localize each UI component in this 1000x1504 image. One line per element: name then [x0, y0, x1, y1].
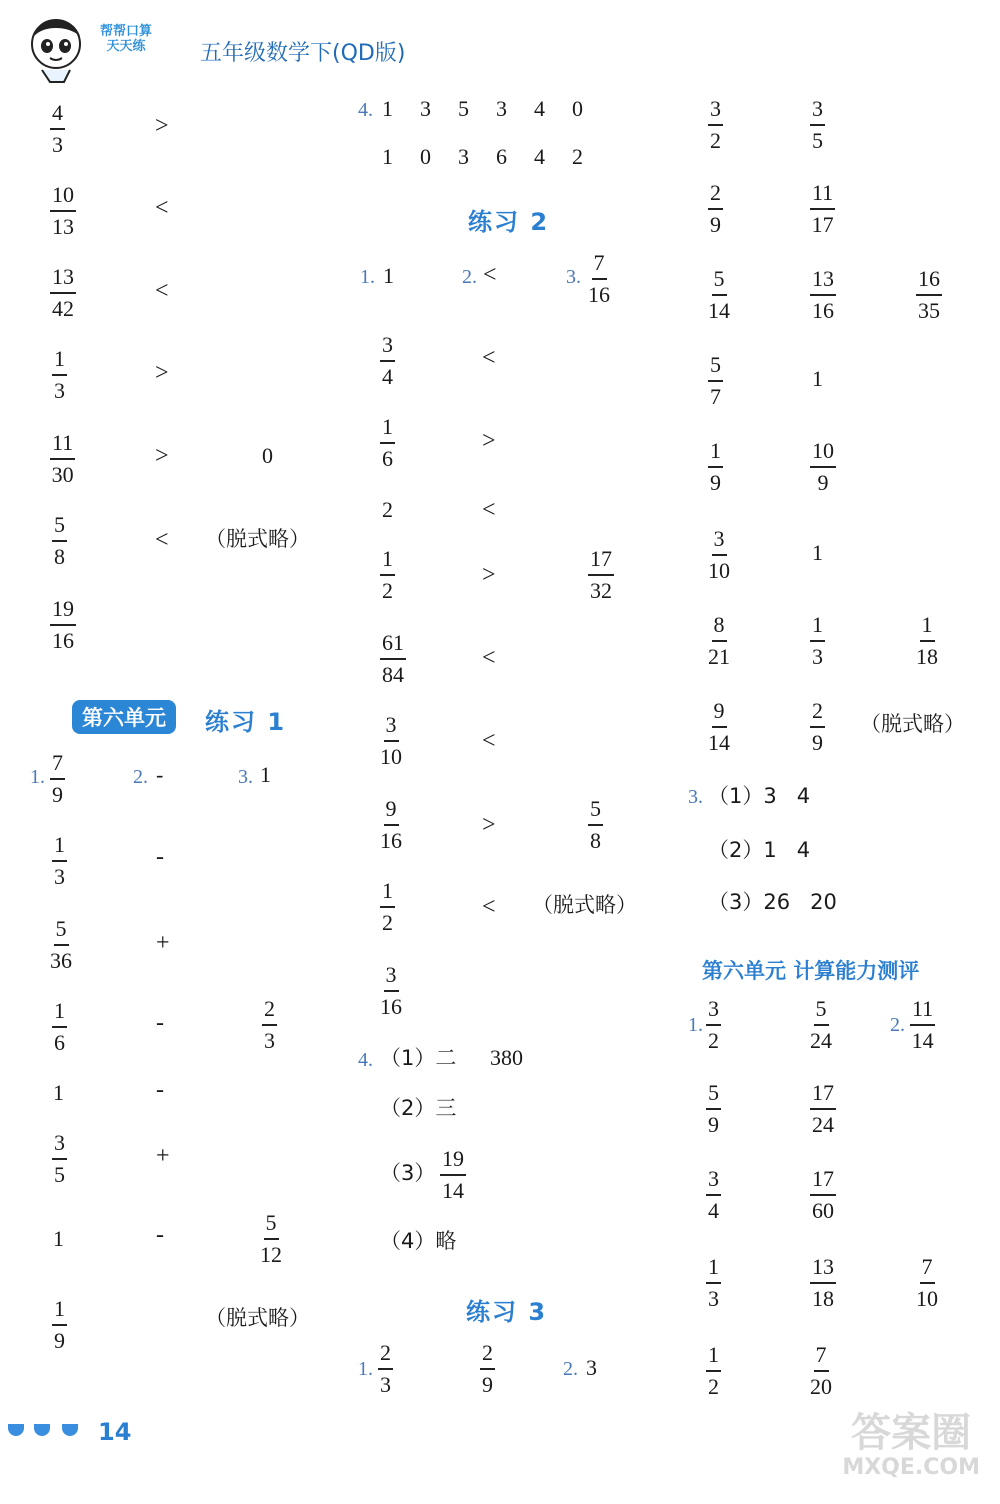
- compare-symbol: <: [155, 278, 169, 304]
- fraction: $\frac{13}{42}$: [52, 264, 74, 321]
- section-heading: 第六单元 计算能力测评: [702, 959, 920, 983]
- compare-symbol: >: [155, 113, 169, 139]
- fraction: $\frac{7}{9}$: [52, 750, 63, 807]
- fraction: $\frac{1}{3}$: [54, 346, 65, 403]
- compare-symbol: <: [482, 894, 496, 920]
- fraction: $\frac{1}{6}$: [54, 998, 65, 1055]
- fraction: $\frac{1}{3}$: [54, 832, 65, 889]
- question-index: 2.: [462, 266, 477, 288]
- fraction: $\frac{17}{24}$: [812, 1080, 834, 1137]
- fraction: $\frac{9}{14}$: [708, 698, 730, 755]
- fraction: $\frac{5}{14}$: [708, 266, 730, 323]
- footer-dot-icon: [34, 1424, 50, 1436]
- page-number: 14: [98, 1418, 132, 1446]
- answer-value: 1: [53, 1226, 64, 1251]
- fraction: $\frac{9}{16}$: [380, 796, 402, 853]
- compare-symbol: <: [482, 497, 496, 523]
- section-heading: 练习 2: [468, 208, 550, 236]
- operator-symbol: +: [156, 930, 170, 956]
- footer-dot-icon: [62, 1424, 78, 1436]
- fraction: $\frac{2}{9}$: [812, 698, 823, 755]
- answer-part: （1）二: [380, 1046, 457, 1070]
- fraction: $\frac{1}{6}$: [382, 414, 393, 471]
- fraction: $\frac{11}{30}$: [51, 430, 74, 487]
- answer-part: （3）: [380, 1161, 436, 1185]
- fraction: $\frac{5}{36}$: [50, 916, 72, 973]
- answer-value: 380: [490, 1045, 523, 1070]
- footer-dot-icon: [8, 1424, 24, 1436]
- answer-value: -: [156, 762, 164, 787]
- compare-symbol: >: [482, 562, 496, 588]
- fraction: $\frac{16}{35}$: [918, 266, 940, 323]
- watermark-line2: MXQE.COM: [842, 1455, 980, 1480]
- answer-part: （4）略: [380, 1229, 457, 1253]
- fraction: $\frac{17}{32}$: [590, 546, 612, 603]
- fraction: $\frac{1}{9}$: [710, 438, 721, 495]
- fraction: $\frac{1}{3}$: [812, 612, 823, 669]
- operator-symbol: +: [156, 1143, 170, 1169]
- fraction: $\frac{8}{21}$: [708, 612, 730, 669]
- question-index: 1.: [360, 266, 375, 288]
- omitted-note: （脱式略）: [205, 527, 310, 551]
- fraction: $\frac{5}{8}$: [590, 796, 601, 853]
- fraction: $\frac{5}{12}$: [260, 1210, 282, 1267]
- compare-symbol: <: [482, 345, 496, 371]
- fraction: $\frac{2}{3}$: [380, 1340, 391, 1397]
- fraction: $\frac{2}{3}$: [264, 996, 275, 1053]
- omitted-note: （脱式略）: [532, 893, 637, 917]
- question-index: 4.: [358, 99, 373, 121]
- compare-symbol: >: [482, 428, 496, 454]
- fraction: $\frac{13}{18}$: [812, 1254, 834, 1311]
- fraction: $\frac{61}{84}$: [382, 630, 404, 687]
- watermark-logo: [842, 1410, 980, 1480]
- fraction: $\frac{7}{20}$: [810, 1342, 832, 1399]
- omitted-note: （脱式略）: [205, 1306, 310, 1330]
- fraction: $\frac{5}{9}$: [708, 1080, 719, 1137]
- compare-symbol: <: [482, 645, 496, 671]
- page-title: 五年级数学下(QD版): [200, 41, 406, 66]
- brand-logo: [100, 24, 152, 54]
- unit-badge: 第六单元: [72, 700, 176, 734]
- fraction: $\frac{1}{2}$: [708, 1342, 719, 1399]
- fraction: $\frac{1}{2}$: [382, 546, 393, 603]
- fraction: $\frac{7}{16}$: [588, 250, 610, 307]
- answer-row: 1 0 3 6 4 2: [382, 144, 583, 169]
- answer-value: 1: [812, 366, 823, 391]
- compare-symbol: <: [155, 195, 169, 221]
- brand-line1: 帮帮口算: [100, 24, 153, 39]
- question-index: 4.: [358, 1049, 373, 1071]
- fraction: $\frac{3}{2}$: [708, 996, 719, 1053]
- fraction: $\frac{2}{9}$: [482, 1340, 493, 1397]
- fraction: $\frac{1}{18}$: [916, 612, 938, 669]
- mascot-icon: [20, 14, 90, 84]
- fraction: $\frac{3}{5}$: [812, 96, 823, 153]
- question-index: 1.: [688, 1014, 703, 1036]
- question-index: 2.: [890, 1014, 905, 1036]
- question-index: 3.: [238, 766, 253, 788]
- fraction: $\frac{13}{16}$: [812, 266, 834, 323]
- fraction: $\frac{3}{4}$: [708, 1166, 719, 1223]
- answer-part: （1）3 4: [708, 784, 811, 808]
- fraction: $\frac{11}{17}$: [811, 180, 834, 237]
- fraction: $\frac{3}{4}$: [382, 332, 393, 389]
- fraction: $\frac{5}{7}$: [710, 352, 721, 409]
- question-index: 1.: [30, 766, 45, 788]
- fraction: $\frac{1}{2}$: [382, 878, 393, 935]
- fraction: $\frac{19}{14}$: [442, 1146, 464, 1203]
- compare-symbol: <: [482, 728, 496, 754]
- answer-value: 0: [262, 443, 273, 468]
- answer-value: 1: [53, 1080, 64, 1105]
- fraction: $\frac{11}{14}$: [911, 996, 934, 1053]
- answer-value: 1: [260, 762, 271, 787]
- brand-line2: 天天练: [106, 39, 146, 54]
- omitted-note: （脱式略）: [860, 712, 965, 736]
- fraction: $\frac{5}{24}$: [810, 996, 832, 1053]
- fraction: $\frac{3}{16}$: [380, 962, 402, 1019]
- fraction: $\frac{10}{9}$: [812, 438, 834, 495]
- answer-part: （2）1 4: [708, 838, 811, 862]
- compare-symbol: >: [155, 443, 169, 469]
- fraction: $\frac{3}{2}$: [710, 96, 721, 153]
- watermark-line1: 答案圈: [851, 1410, 972, 1456]
- answer-part: （3）26 20: [708, 890, 837, 914]
- operator-symbol: -: [156, 1077, 164, 1103]
- fraction: $\frac{4}{3}$: [52, 100, 63, 157]
- question-index: 1.: [358, 1358, 373, 1380]
- fraction: $\frac{5}{8}$: [54, 512, 65, 569]
- compare-symbol: <: [155, 527, 169, 553]
- compare-symbol: >: [482, 812, 496, 838]
- question-index: 3.: [566, 266, 581, 288]
- fraction: $\frac{17}{60}$: [812, 1166, 834, 1223]
- question-index: 2.: [133, 766, 148, 788]
- answer-value: 1: [812, 540, 823, 565]
- fraction: $\frac{1}{9}$: [54, 1296, 65, 1353]
- fraction: $\frac{10}{13}$: [52, 182, 74, 239]
- answer-part: （2）三: [380, 1096, 457, 1120]
- answer-value: 1: [383, 263, 394, 288]
- fraction: $\frac{7}{10}$: [916, 1254, 938, 1311]
- section-heading: 练习 3: [466, 1298, 548, 1326]
- compare-symbol: <: [483, 262, 497, 288]
- operator-symbol: -: [156, 1010, 164, 1036]
- answer-row: 1 3 5 3 4 0: [382, 96, 583, 121]
- question-index: 2.: [563, 1358, 578, 1380]
- operator-symbol: -: [156, 1222, 164, 1248]
- fraction: $\frac{2}{9}$: [710, 180, 721, 237]
- fraction: $\frac{3}{10}$: [380, 712, 402, 769]
- fraction: $\frac{3}{5}$: [54, 1130, 65, 1187]
- fraction: $\frac{19}{16}$: [52, 596, 74, 653]
- answer-value: 3: [586, 1355, 597, 1380]
- fraction: $\frac{1}{3}$: [708, 1254, 719, 1311]
- answer-value: 2: [382, 497, 393, 522]
- fraction: $\frac{3}{10}$: [708, 526, 730, 583]
- question-index: 3.: [688, 786, 703, 808]
- section-heading: 练习 1: [205, 708, 287, 736]
- compare-symbol: >: [155, 360, 169, 386]
- operator-symbol: -: [156, 844, 164, 870]
